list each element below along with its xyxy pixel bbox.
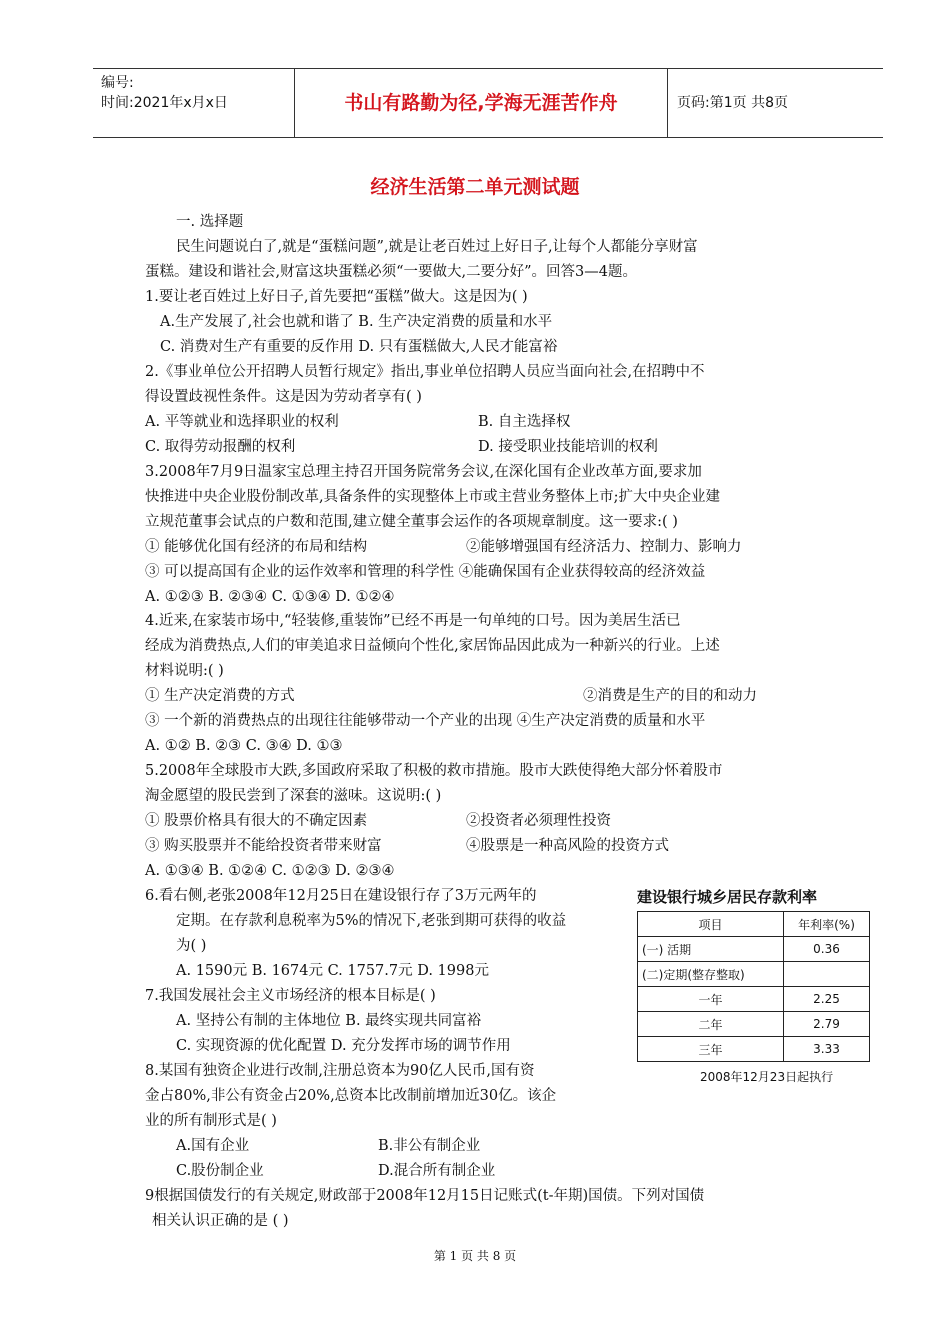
document-title: 经济生活第二单元测试题 [370, 176, 580, 198]
option: ① 能够优化国有经济的布局和结构 [145, 539, 368, 555]
question-3: 3.2008年7月9日温家宝总理主持召开国务院常务会议,在深化国有企业改革方面,要求加 [145, 464, 702, 480]
option: D.混合所有制企业 [378, 1163, 496, 1179]
table-row [638, 937, 870, 962]
text-line: 金占80%,非公有资金占20%,总资本比改制前增加近30亿。该企 [145, 1088, 557, 1104]
question-6: 6.看右侧,老张2008年12月25日在建设银行存了3万元两年的 [145, 888, 537, 904]
table-header-rate: 年利率(%) [784, 912, 870, 937]
question-2: 2.《事业单位公开招聘人员暂行规定》指出,事业单位招聘人员应当面向社会,在招聘中不 [145, 364, 705, 380]
options: ③ 可以提高国有企业的运作效率和管理的科学性 ④能确保国有企业获得较高的经济效益 [145, 564, 706, 580]
rate-table-title: 建设银行城乡居民存款利率 [637, 888, 818, 906]
table-row [638, 962, 870, 987]
question-4: 4.近来,在家装市场中,“轻装修,重装饰”已经不再是一句单纯的口号。因为美居生活已 [145, 613, 681, 629]
option: ④股票是一种高风险的投资方式 [466, 838, 669, 854]
table-cell: (一) 活期 [638, 937, 784, 962]
number-label: 编号: [101, 75, 134, 91]
rate-table [637, 911, 870, 1062]
options: A. 坚持公有制的主体地位 B. 最终实现共同富裕 [176, 1013, 482, 1029]
option: A.国有企业 [176, 1138, 250, 1154]
table-row [638, 1012, 870, 1037]
text-line: 相关认识正确的是 ( ) [152, 1213, 289, 1229]
text-line: 快推进中央企业股份制改革,具备条件的实现整体上市或主营业务整体上市;扩大中央企业建 [145, 489, 720, 505]
text-line: 材料说明:( ) [145, 663, 224, 679]
time-label: 时间:2021年x月x日 [101, 95, 228, 111]
option: D. 接受职业技能培训的权利 [478, 439, 658, 455]
header-motto: 书山有路勤为径,学海无涯苦作舟 [295, 69, 668, 137]
header-page: 页码:第1页 共8页 [677, 95, 788, 111]
table-row [638, 912, 870, 937]
table-cell: (二)定期(整存整取) [638, 962, 784, 987]
option: C. 取得劳动报酬的权利 [145, 439, 296, 455]
table-cell: 一年 [638, 987, 784, 1012]
table-cell [784, 962, 870, 987]
option: A. 平等就业和选择职业的权利 [145, 414, 339, 430]
option: B.非公有制企业 [378, 1138, 481, 1154]
rate-table-note: 2008年12月23日起执行 [700, 1070, 834, 1084]
answer-options: A. 1590元 B. 1674元 C. 1757.7元 D. 1998元 [176, 963, 489, 979]
option: ① 生产决定消费的方式 [145, 688, 295, 704]
text-line: 蛋糕。建设和谐社会,财富这块蛋糕必须“一要做大,二要分好”。回答3—4题。 [145, 264, 637, 280]
text-line: 立规范董事会试点的户数和范围,建立健全董事会运作的各项规章制度。这一要求:( ) [145, 514, 678, 530]
question-5: 5.2008年全球股市大跌,多国政府采取了积极的救市措施。股市大跌使得绝大部分怀着股市 [145, 763, 723, 779]
table-cell: 3.33 [784, 1037, 870, 1062]
question-8: 8.某国有独资企业进行改制,注册总资本为90亿人民币,国有资 [145, 1063, 535, 1079]
text-line: 为( ) [176, 938, 207, 954]
text-line: 经成为消费热点,人们的审美追求日益倾向个性化,家居饰品因此成为一种新兴的行业。上述 [145, 638, 720, 654]
page-footer: 第 1 页 共 8 页 [433, 1249, 517, 1263]
table-cell: 0.36 [784, 937, 870, 962]
table-cell: 二年 [638, 1012, 784, 1037]
page-header [93, 68, 883, 138]
table-row [638, 987, 870, 1012]
answer-options: A. ①③④ B. ①②④ C. ①②③ D. ②③④ [145, 863, 395, 879]
options: A.生产发展了,社会也就和谐了 B. 生产决定消费的质量和水平 [160, 314, 553, 330]
section-heading: 一. 选择题 [176, 214, 244, 230]
header-meta [93, 69, 295, 137]
text-line: 定期。在存款利息税率为5%的情况下,老张到期可获得的收益 [176, 913, 567, 929]
table-row [638, 1037, 870, 1062]
question-7: 7.我国发展社会主义市场经济的根本目标是( ) [145, 988, 436, 1004]
text-line: 淘金愿望的股民尝到了深套的滋味。这说明:( ) [145, 788, 442, 804]
table-cell: 2.25 [784, 987, 870, 1012]
option: ②投资者必须理性投资 [466, 813, 611, 829]
question-9: 9根据国债发行的有关规定,财政部于2008年12月15日记账式(t-年期)国债。下列对国债 [145, 1188, 705, 1204]
answer-options: A. ①② B. ②③ C. ③④ D. ①③ [145, 738, 343, 754]
text-line: 民生问题说白了,就是“蛋糕问题”,就是让老百姓过上好日子,让每个人都能分享财富 [176, 239, 698, 255]
option: ②能够增强国有经济活力、控制力、影响力 [466, 539, 742, 555]
option: ②消费是生产的目的和动力 [583, 688, 757, 704]
text-line: 得设置歧视性条件。这是因为劳动者享有( ) [145, 389, 422, 405]
table-cell: 三年 [638, 1037, 784, 1062]
option: ③ 购买股票并不能给投资者带来财富 [145, 838, 382, 854]
options: C. 消费对生产有重要的反作用 D. 只有蛋糕做大,人民才能富裕 [160, 339, 558, 355]
question-1: 1.要让老百姓过上好日子,首先要把“蛋糕”做大。这是因为( ) [145, 289, 528, 305]
answer-options: A. ①②③ B. ②③④ C. ①③④ D. ①②④ [145, 589, 395, 605]
option: B. 自主选择权 [478, 414, 571, 430]
table-cell: 2.79 [784, 1012, 870, 1037]
options: C. 实现资源的优化配置 D. 充分发挥市场的调节作用 [176, 1038, 511, 1054]
table-header-item: 项目 [638, 912, 784, 937]
options: ③ 一个新的消费热点的出现往往能够带动一个产业的出现 ④生产决定消费的质量和水平 [145, 713, 706, 729]
option: ① 股票价格具有很大的不确定因素 [145, 813, 368, 829]
option: C.股份制企业 [176, 1163, 264, 1179]
text-line: 业的所有制形式是( ) [145, 1113, 277, 1129]
